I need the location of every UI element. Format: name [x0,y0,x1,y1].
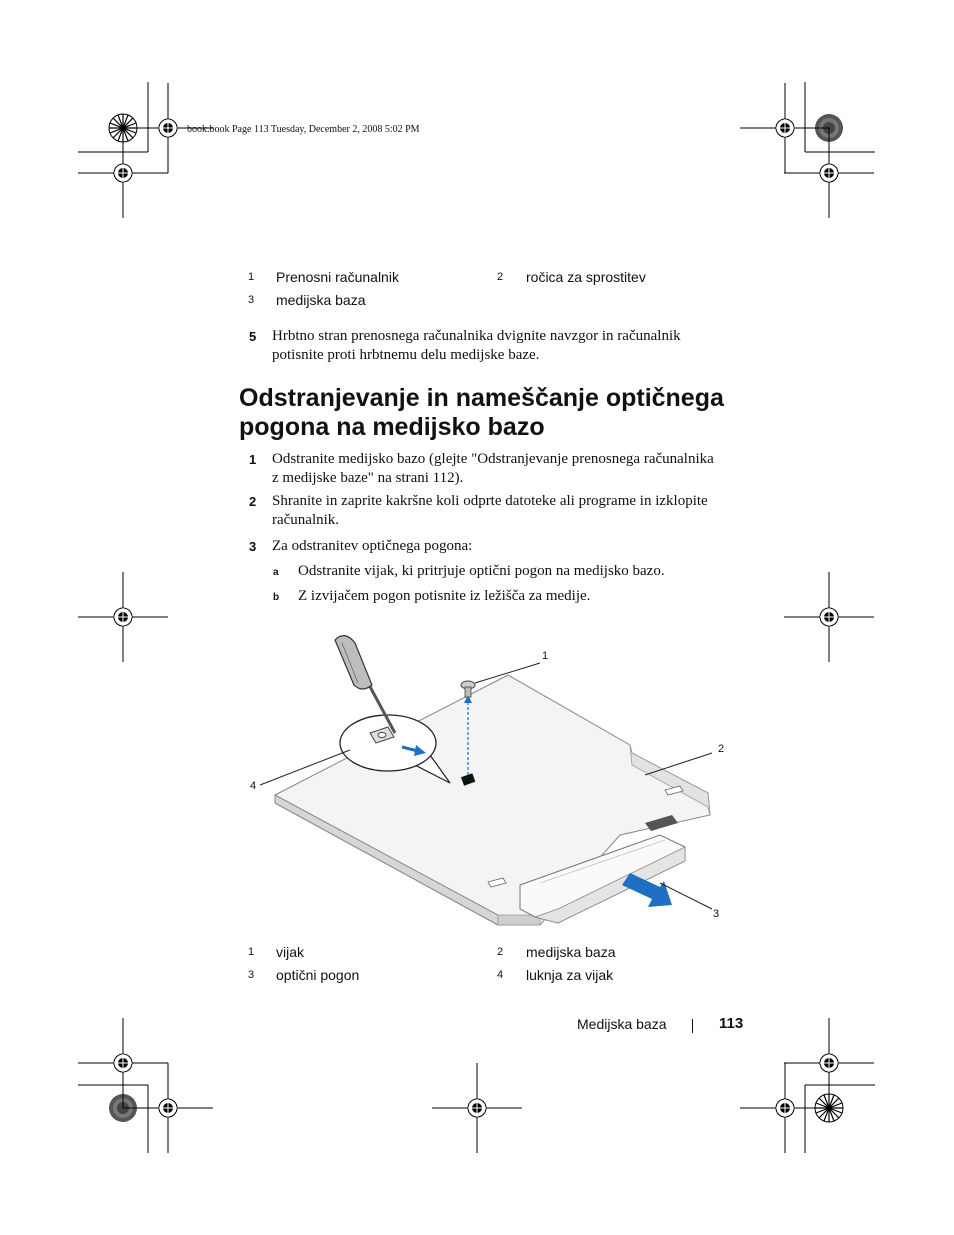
legend-label: medijska baza [526,944,616,960]
callout-number: 2 [718,743,725,755]
legend-label: luknja za vijak [526,967,614,983]
step-text [272,492,708,530]
step-text [272,537,472,556]
legend-num: 1 [248,946,255,958]
section-title-line: pogona na medijsko bazo [239,413,545,441]
legend-num: 2 [497,271,504,283]
step-text [272,327,681,365]
legend-label: optični pogon [276,967,360,983]
step-number: 1 [249,452,257,467]
step-line: Za odstranitev optičnega pogona: [272,538,473,554]
step-number: 5 [249,329,257,344]
running-header: book.book Page 113 Tuesday, December 2, 2008 5:02 PM [187,124,420,135]
legend-num: 1 [248,271,255,283]
callout-number: 3 [713,908,720,920]
callout-number: 4 [250,780,257,792]
substep-text: Odstranite vijak, ki pritrjuje optični pogon na medijsko bazo. [298,563,665,579]
step-line: z medijske baze" na strani 112). [272,470,464,486]
footer-divider [692,1019,693,1033]
substep-letter: a [273,567,279,578]
legend-num: 4 [497,969,504,981]
magnifier-callout [340,715,436,771]
step-line: Odstranite medijsko bazo (glejte "Odstranjevanje prenosnega računalnika [272,451,714,467]
legend-num: 3 [248,969,255,981]
substep-text: Z izvijačem pogon potisnite iz ležišča za medije. [298,588,591,604]
legend-label: medijska baza [276,292,366,308]
step-line: potisnite proti hrbtnemu delu medijske baze. [272,347,540,363]
step-line: Shranite in zaprite kakršne koli odprte datoteke ali programe in izklopite [272,493,708,509]
section-title [239,384,759,442]
step-line: Hrbtno stran prenosnega računalnika dvignite navzgor in računalnik [272,328,681,344]
legend-num: 2 [497,946,504,958]
footer-chapter: Medijska baza [577,1016,667,1032]
legend-label: vijak [276,944,305,960]
section-title-line: Odstranjevanje in nameščanje optičnega [239,384,724,412]
substep-letter: b [273,592,280,603]
page-number: 113 [719,1015,744,1032]
legend-label: ročica za sprostitev [526,269,646,285]
callout-number: 1 [542,650,549,662]
legend-num: 3 [248,294,255,306]
step-text [272,450,714,488]
media-base-illustration [240,625,740,935]
step-number: 3 [249,539,257,554]
step-number: 2 [249,494,257,509]
legend-label: Prenosni računalnik [276,269,399,285]
step-line: računalnik. [272,512,340,528]
